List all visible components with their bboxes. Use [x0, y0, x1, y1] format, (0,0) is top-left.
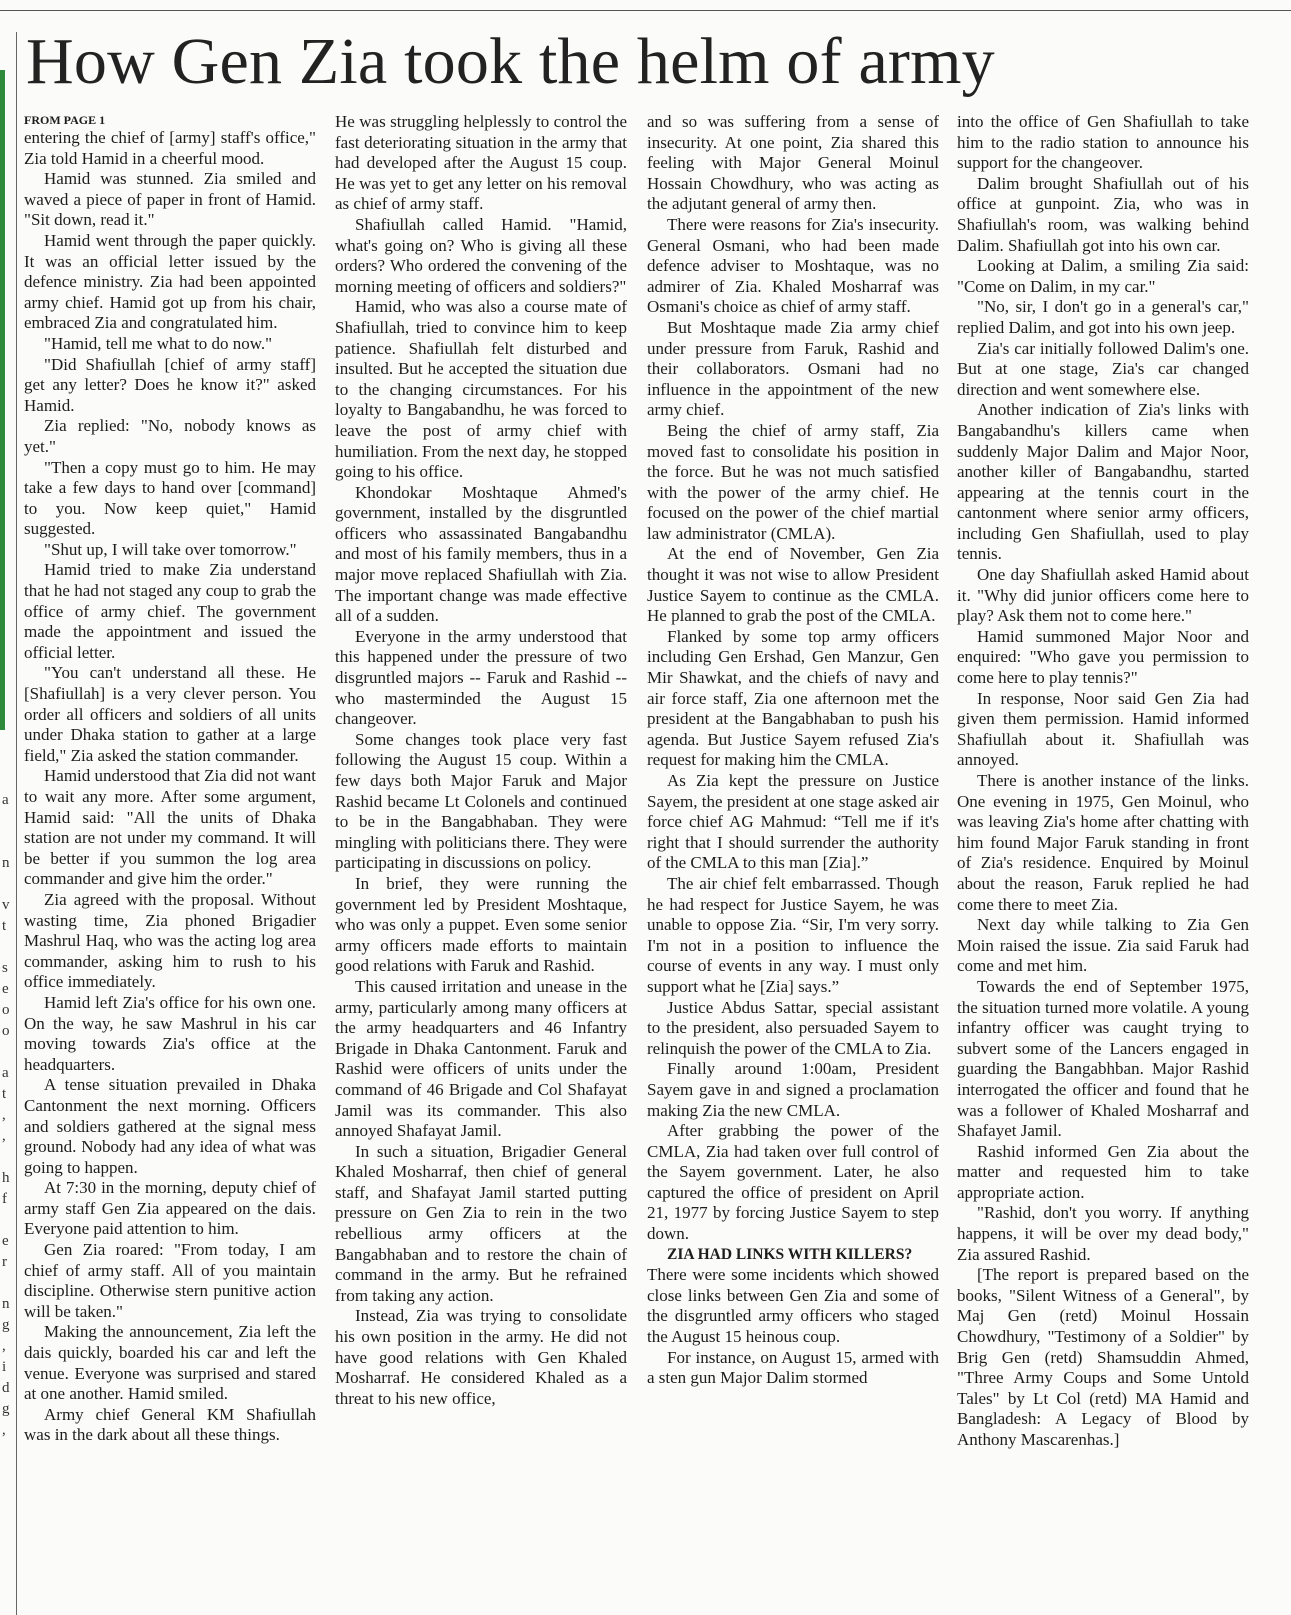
- edge-fragment: i: [2, 1359, 7, 1375]
- edge-fragment: n: [2, 1296, 10, 1312]
- edge-fragment: f: [2, 1191, 7, 1207]
- edge-fragment: t: [2, 918, 7, 934]
- paragraph: There were reasons for Zia's insecurity. General Osmani, who had been made defence adviser to Moshtaque, was no admirer of Zia. Khaled Mosharraf was Osmani's choice as chief of army staff.: [647, 214, 939, 317]
- paragraph: Rashid informed Gen Zia about the matter and requested him to take appropriate action.: [957, 1141, 1249, 1202]
- cut-off-adjacent-text: [2, 790, 14, 1441]
- edge-fragment: t: [2, 1086, 7, 1102]
- paragraph: Hamid summoned Major Noor and enquired: "Who gave you permission to come here to play tennis?": [957, 626, 1249, 688]
- edge-fragment: r: [2, 1254, 7, 1270]
- paragraph: into the office of Gen Shafiullah to take him to the radio station to announce his support for the changeover.: [957, 112, 1249, 173]
- edge-fragment: g: [2, 1401, 10, 1417]
- paragraph: Next day while talking to Zia Gen Moin raised the issue. Zia said Faruk had come and met him.: [957, 915, 1249, 976]
- paragraph: Justice Abdus Sattar, special assistant to the president, also persuaded Sayem to relinquish the power of the CMLA to Zia.: [647, 997, 939, 1058]
- article-column-3: [647, 112, 939, 1612]
- paragraph: He was struggling helplessly to control the fast deteriorating situation in the army that had developed after the August 15 coup. He was yet to get any letter on his removal as chief of army staff.: [335, 112, 627, 214]
- paragraph: "Did Shafiullah [chief of army staff] get any letter? Does he know it?" asked Hamid.: [24, 354, 316, 415]
- paragraph: A tense situation prevailed in Dhaka Cantonment the next morning. Officers and soldiers gathered at the signal mess ground. Nobody had any idea of what was going to happen.: [24, 1075, 316, 1177]
- paragraph: Everyone in the army understood that this happened under the pressure of two disgruntled majors -- Faruk and Rashid -- who masterminded the August 15 changeover.: [335, 626, 627, 729]
- paragraph: Another indication of Zia's links with Bangabandhu's killers came when suddenly Major Dalim and Major Noor, another killer of Bangabandhu, started appearing at the tennis court in the cantonment where senior army officers, including Gen Shafiullah, used to play tennis.: [957, 400, 1249, 564]
- jump-line: FROM PAGE 1: [24, 113, 106, 127]
- headline: How Gen Zia took the helm of army: [26, 25, 995, 98]
- edge-fragment: h: [2, 1170, 10, 1186]
- edge-fragment: a: [2, 1065, 9, 1081]
- edge-fragment: [2, 1042, 14, 1063]
- edge-fragment: e: [2, 1233, 9, 1249]
- paragraph: Hamid, who was also a course mate of Shafiullah, tried to convince him to keep patience. Shafiullah felt disturbed and insulted. But he accepted the situation due to the changing circumstances. For his loyalty to Bangabandhu, he was forced to leave the post of army chief with humiliation. From the next day, he stopped going to his office.: [335, 297, 627, 482]
- paragraph: As Zia kept the pressure on Justice Sayem, the president at one stage asked air force chief AG Mahmud: “Tell me if it's right that I should surrender the authority of the CMLA to this man [Zia].”: [647, 771, 939, 873]
- edge-fragment: [2, 832, 14, 853]
- top-rule: [0, 10, 1291, 11]
- paragraph: Zia replied: "No, nobody knows as yet.": [24, 416, 316, 456]
- paragraph: Dalim brought Shafiullah out of his office at gunpoint. Zia, who was in Shafiullah's room, was walking behind Dalim. Shafiullah got into his own car.: [957, 173, 1249, 255]
- paragraph: For instance, on August 15, armed with a sten gun Major Dalim stormed: [647, 1347, 939, 1388]
- paragraph: Flanked by some top army officers including Gen Ershad, Gen Manzur, Gen Mir Shawkat, and the chiefs of navy and air force staff, Zia one afternoon met the president at the Bangabhaban to push his agenda. But Justice Sayem refused Zia's request for making him the CMLA.: [647, 626, 939, 770]
- edge-fragment: e: [2, 981, 9, 997]
- paragraph: Making the announcement, Zia left the dais quickly, boarded his car and left the venue. Everyone was surprised and stared at one another. Hamid smiled.: [24, 1322, 316, 1404]
- adjacent-article-edge: [0, 70, 5, 730]
- paragraph: Some changes took place very fast following the August 15 coup. Within a few days both Major Faruk and Major Rashid became Lt Colonels and continued to be in the Bangabhaban. They were mingling with politicians there. They were participating in discussions on policy.: [335, 729, 627, 873]
- edge-fragment: [2, 1210, 14, 1231]
- column-divider: [16, 32, 17, 1615]
- paragraph: Hamid left Zia's office for his own one. On the way, he saw Mashrul in his car moving towards Zia's office at the headquarters.: [24, 992, 316, 1074]
- paragraph: In brief, they were running the government led by President Moshtaque, who was only a puppet. Even some senior army officers made efforts to maintain good relations with Faruk and Rashid.: [335, 873, 627, 976]
- paragraph: "Rashid, don't you worry. If anything happens, it will be over my dead body," Zia assured Rashid.: [957, 1203, 1249, 1264]
- paragraph: There is another instance of the links. One evening in 1975, Gen Moinul, who was leaving Zia's home after chatting with him found Major Faruk standing in front of Zia's residence. Enquired by Moinul about the reason, Faruk replied he had come there to meet Zia.: [957, 771, 1249, 914]
- paragraph: But Moshtaque made Zia army chief under pressure from Faruk, Rashid and their collaborators. Osmani had no influence in the appointment of the new army chief.: [647, 317, 939, 420]
- paragraph: This caused irritation and unease in the army, particularly among many officers at the army headquarters and 46 Infantry Brigade in Dhaka Cantonment. Faruk and Rashid were officers of units under the command of 46 Brigade and Col Shafayat Jamil was its commander. This also annoyed Shafayat Jamil.: [335, 976, 627, 1141]
- paragraph: "You can't understand all these. He [Shafiullah] is a very clever person. You order all officers and soldiers of all units under Dhaka station to gather at a large field," Zia asked the station commander.: [24, 663, 316, 765]
- paragraph: Being the chief of army staff, Zia moved fast to consolidate his position in the force. But he was not much satisfied with the power of the army chief. He focused on the power of the chief martial law administrator (CMLA).: [647, 420, 939, 543]
- edge-fragment: d: [2, 1380, 10, 1396]
- article-column-1: [24, 112, 316, 1612]
- paragraph: In response, Noor said Gen Zia had given them permission. Hamid informed Shafiullah about it. Shafiullah was annoyed.: [957, 688, 1249, 770]
- paragraph: Instead, Zia was trying to consolidate his own position in the army. He did not have good relations with Gen Khaled Mosharraf. He considered Khaled as a threat to his new office,: [335, 1306, 627, 1408]
- paragraph: Shafiullah called Hamid. "Hamid, what's going on? Who is giving all these orders? Who ordered the convening of the morning meeting of officers and soldiers?": [335, 214, 627, 296]
- paragraph: After grabbing the power of the CMLA, Zia had taken over full control of the Sayem government. Later, he also captured the office of president on April 21, 1977 by forcing Justice Sayem to step down.: [647, 1121, 939, 1244]
- paragraph: At 7:30 in the morning, deputy chief of army staff Gen Zia appeared on the dais. Everyone paid attention to him.: [24, 1178, 316, 1239]
- subheading: ZIA HAD LINKS WITH KILLERS?: [667, 1245, 913, 1263]
- paragraph: entering the chief of [army] staff's office," Zia told Hamid in a cheerful mood.: [24, 128, 316, 168]
- paragraph: Hamid understood that Zia did not want to wait any more. After some argument, Hamid said: "All the units of Dhaka station are not under my command. It will be better if you summon the log area commander and give him the order.": [24, 766, 316, 889]
- edge-fragment: [2, 1273, 14, 1294]
- paragraph: The air chief felt embarrassed. Though he had respect for Justice Sayem, he was unable to oppose Zia. “Sir, I'm very sorry. I'm not in a position to influence the course of events in any way. I must only support what he [Zia] says.”: [647, 873, 939, 996]
- paragraph: Zia's car initially followed Dalim's one. But at one stage, Zia's car changed direction and went somewhere else.: [957, 338, 1249, 399]
- edge-fragment: n: [2, 855, 10, 871]
- article-column-4: [957, 112, 1249, 1612]
- edge-fragment: [2, 874, 14, 895]
- paragraph: Army chief General KM Shafiullah was in the dark about all these things.: [24, 1404, 316, 1445]
- edge-fragment: a: [2, 792, 9, 808]
- paragraph: There were some incidents which showed close links between Gen Zia and some of the disgruntled army officers who staged the August 15 heinous coup.: [647, 1265, 939, 1347]
- paragraph: Hamid tried to make Zia understand that he had not staged any coup to grab the office of army chief. The government made the appointment and issued the official letter.: [24, 560, 316, 662]
- edge-fragment: ,: [2, 1338, 6, 1354]
- paragraph: At the end of November, Gen Zia thought it was not wise to allow President Justice Sayem to continue as the CMLA. He planned to grab the post of the CMLA.: [647, 544, 939, 626]
- paragraph: Gen Zia roared: "From today, I am chief of army staff. All of you maintain discipline. Otherwise stern punitive action will be taken.": [24, 1240, 316, 1321]
- paragraph: "Then a copy must go to him. He may take a few days to hand over [command] to you. Now keep quiet," Hamid suggested.: [24, 457, 316, 539]
- paragraph: Zia agreed with the proposal. Without wasting time, Zia phoned Brigadier Mashrul Haq, who was the acting log area commander, asking him to rush to his office immediately.: [24, 889, 316, 992]
- edge-fragment: [2, 811, 14, 832]
- edge-fragment: [2, 1147, 14, 1168]
- paragraph: "No, sir, I don't go in a general's car," replied Dalim, and got into his own jeep.: [957, 297, 1249, 337]
- paragraph: "Shut up, I will take over tomorrow.": [44, 539, 297, 559]
- edge-fragment: ,: [2, 1422, 6, 1438]
- paragraph: Towards the end of September 1975, the situation turned more volatile. A young infantry officer was caught trying to subvert some of the Lancers engaged in guarding the Bangabhban. Major Rashid interrogated the officer and found that he was a follower of Khaled Mosharraf and Shafayet Jamil.: [957, 976, 1249, 1141]
- paragraph: [The report is prepared based on the books, "Silent Witness of a General", by Maj Gen (retd) Moinul Hossain Chowdhury, "Testimony of a Soldier" by Brig Gen (retd) Shamsuddin Ahmed, "Three Army Coups and Some Untold Tales" by Lt Col (retd) MA Hamid and Bangladesh: A Legacy of Blood by Anthony Mascarenhas.]: [957, 1265, 1249, 1449]
- paragraph: In such a situation, Brigadier General Khaled Mosharraf, then chief of general staff, and Shafayat Jamil started putting pressure on Gen Zia to rein in the two rebellious army officers at the Bangabhaban and to restore the chain of command in the army. But he refrained from taking any action.: [335, 1141, 627, 1305]
- paragraph: One day Shafiullah asked Hamid about it. "Why did junior officers come here to play? Ask them not to come here.": [957, 565, 1249, 626]
- paragraph: Khondokar Moshtaque Ahmed's government, installed by the disgruntled officers who assassinated Bangabandhu and most of his family members, thus in a major move replaced Shafiullah with Zia. The important change was made effective all of a sudden.: [335, 482, 627, 626]
- edge-fragment: g: [2, 1317, 10, 1333]
- paragraph: and so was suffering from a sense of insecurity. At one point, Zia shared this feeling with Major General Moinul Hossain Chowdhury, who was acting as the adjutant general of army then.: [647, 112, 939, 214]
- edge-fragment: ,: [2, 1128, 6, 1144]
- edge-fragment: ,: [2, 1107, 6, 1123]
- paragraph: Finally around 1:00am, President Sayem gave in and signed a proclamation making Zia the new CMLA.: [647, 1059, 939, 1120]
- paragraph: Hamid went through the paper quickly. It was an official letter issued by the defence ministry. Zia had been appointed army chief. Hamid got up from his chair, embraced Zia and congratulated him.: [24, 230, 316, 333]
- edge-fragment: [2, 937, 14, 958]
- paragraph: Hamid was stunned. Zia smiled and waved a piece of paper in front of Hamid. "Sit down, read it.": [24, 169, 316, 230]
- edge-fragment: s: [2, 960, 8, 976]
- paragraph: "Hamid, tell me what to do now.": [44, 333, 273, 353]
- edge-fragment: o: [2, 1023, 10, 1039]
- edge-fragment: o: [2, 1002, 10, 1018]
- paragraph: Looking at Dalim, a smiling Zia said: "Come on Dalim, in my car.": [957, 256, 1249, 296]
- edge-fragment: v: [2, 897, 10, 913]
- article-column-2: [335, 112, 627, 1612]
